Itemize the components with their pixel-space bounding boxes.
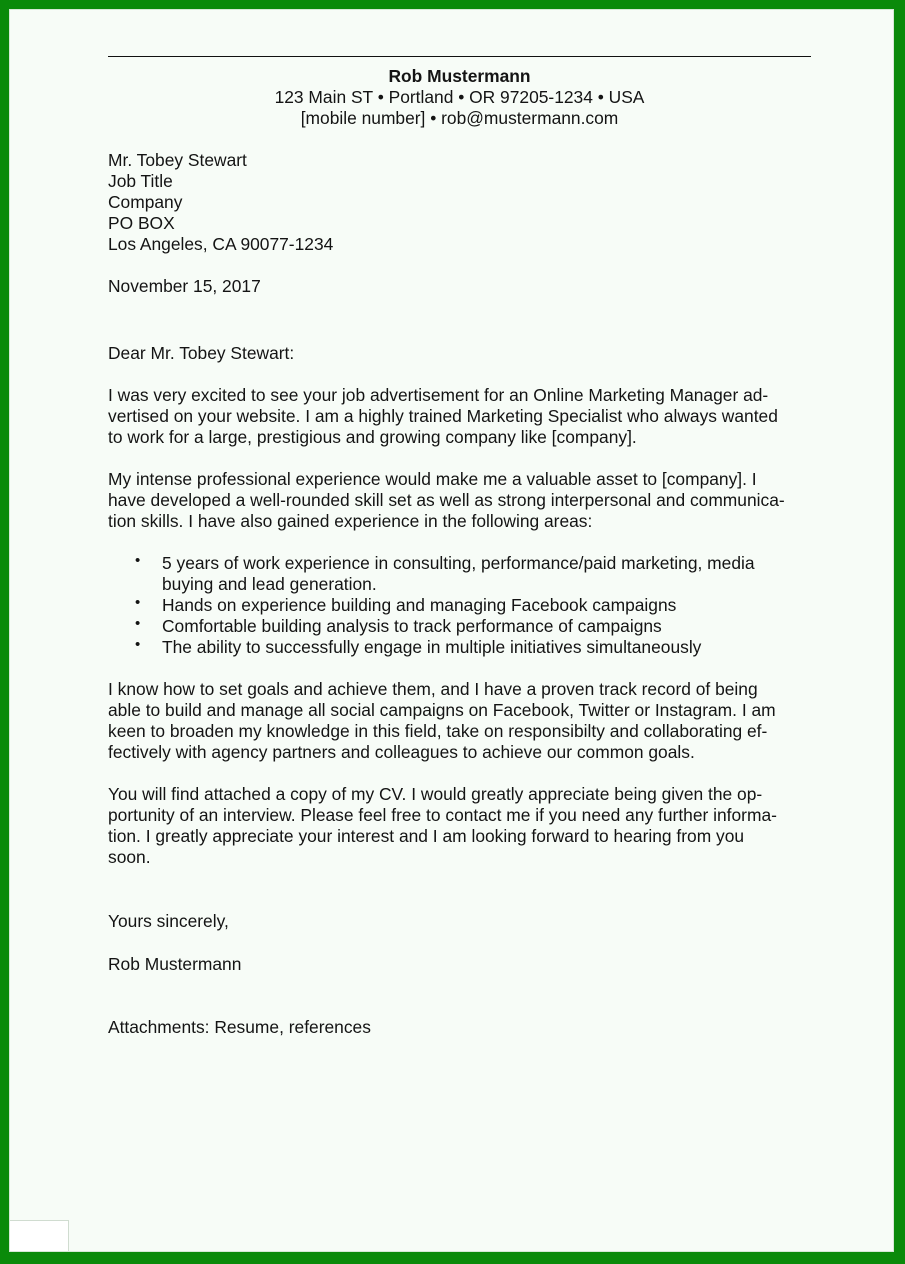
- attachments: [108, 1017, 811, 1038]
- letter-date: [108, 276, 811, 297]
- paragraph-line: tion. I greatly appreciate your interest and I am looking forward to hearing from you: [108, 826, 745, 846]
- list-item: [108, 616, 811, 637]
- letter-header: [108, 66, 811, 129]
- sender-name: Rob Mustermann: [388, 66, 531, 86]
- recipient-line: Los Angeles, CA 90077-1234: [108, 234, 334, 254]
- paragraph-line: tion skills. I have also gained experience in the following areas:: [108, 511, 593, 531]
- paragraph-line: I know how to set goals and achieve them, and I have a proven track record of being: [108, 679, 758, 699]
- paragraph-line: fectively with agency partners and colleagues to achieve our common goals.: [108, 742, 695, 762]
- recipient-line: Company: [108, 192, 183, 212]
- list-item-text: Hands on experience building and managing Facebook campaigns: [162, 595, 677, 615]
- paragraph-line: have developed a well-rounded skill set as well as strong interpersonal and communica-: [108, 490, 785, 510]
- paragraph-line: portunity of an interview. Please feel free to contact me if you need any further informa-: [108, 805, 777, 825]
- paragraph-3: [108, 679, 811, 763]
- list-item-text: buying and lead generation.: [162, 574, 377, 594]
- signature: [108, 954, 811, 975]
- closing: [108, 911, 811, 932]
- sender-contact: [mobile number] • rob@mustermann.com: [300, 108, 619, 128]
- experience-list: [108, 553, 811, 658]
- paragraph-line: able to build and manage all social campaigns on Facebook, Twitter or Instagram. I am: [108, 700, 776, 720]
- letter-page: [9, 9, 894, 1252]
- bullet-icon: •: [135, 636, 141, 653]
- page-corner: [10, 1220, 69, 1251]
- salutation: [108, 343, 811, 364]
- paragraph-line: I was very excited to see your job advertisement for an Online Marketing Manager ad-: [108, 385, 769, 405]
- list-item-text: Comfortable building analysis to track performance of campaigns: [162, 616, 662, 636]
- salutation-text: Dear Mr. Tobey Stewart:: [108, 343, 295, 363]
- list-item: [108, 637, 811, 658]
- paragraph-line: soon.: [108, 847, 151, 867]
- signature-text: Rob Mustermann: [108, 954, 242, 974]
- list-item-text: 5 years of work experience in consulting, performance/paid marketing, media: [162, 553, 755, 573]
- recipient-line: Job Title: [108, 171, 173, 191]
- list-item-text: The ability to successfully engage in multiple initiatives simultaneously: [162, 637, 702, 657]
- list-item: [108, 595, 811, 616]
- bullet-icon: •: [135, 552, 141, 569]
- closing-text: Yours sincerely,: [108, 911, 229, 931]
- paragraph-line: My intense professional experience would make me a valuable asset to [company]. I: [108, 469, 757, 489]
- list-item: [108, 553, 811, 595]
- header-rule: [108, 56, 811, 57]
- recipient-line: PO BOX: [108, 213, 175, 233]
- sender-address: 123 Main ST • Portland • OR 97205-1234 • USA: [274, 87, 645, 107]
- paragraph-line: vertised on your website. I am a highly trained Marketing Specialist who always wanted: [108, 406, 778, 426]
- recipient-line: Mr. Tobey Stewart: [108, 150, 247, 170]
- paragraph-line: keen to broaden my knowledge in this field, take on responsibilty and collaborating ef-: [108, 721, 768, 741]
- paragraph-1: [108, 385, 811, 448]
- paragraph-line: You will find attached a copy of my CV. I would greatly appreciate being given the op-: [108, 784, 763, 804]
- paragraph-4: [108, 784, 811, 868]
- bullet-icon: •: [135, 594, 141, 611]
- date-text: November 15, 2017: [108, 276, 261, 296]
- paragraph-2: [108, 469, 811, 532]
- paragraph-line: to work for a large, prestigious and growing company like [company].: [108, 427, 637, 447]
- recipient-block: [108, 150, 811, 255]
- attachments-text: Attachments: Resume, references: [108, 1017, 371, 1037]
- bullet-icon: •: [135, 615, 141, 632]
